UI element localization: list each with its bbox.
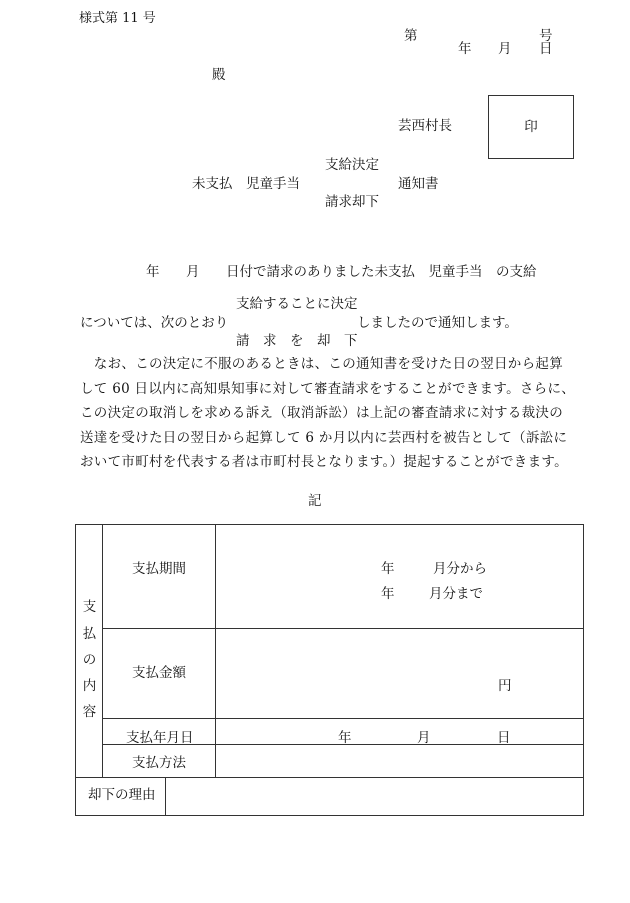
seal-box <box>488 95 574 159</box>
payment-date-month: 月 <box>417 730 431 746</box>
appeal-notice <box>80 352 576 475</box>
period-from-year: 年 <box>381 561 395 577</box>
payment-date-year: 年 <box>338 730 352 746</box>
payment-date-label: 支払年月日 <box>126 730 194 746</box>
intro-option-decision: 支給することに決定 <box>236 296 358 312</box>
date-year-label: 年 <box>458 41 472 57</box>
section-label-char: 払 <box>82 626 97 642</box>
issuer-name: 芸西村長 <box>398 118 452 134</box>
period-to-month: 月分まで <box>429 586 483 602</box>
ki-heading: 記 <box>308 493 322 509</box>
amount-unit: 円 <box>498 678 512 694</box>
payment-period-label: 支払期間 <box>132 561 186 577</box>
notice-line: この決定の取消しを求める訴え（取消訴訟）は上記の審査請求に対する裁決の <box>80 405 563 422</box>
period-from-month: 月分から <box>433 561 487 577</box>
seal-label: 印 <box>524 119 538 135</box>
title-option-rejection: 請求却下 <box>325 194 379 210</box>
table-divider <box>102 525 103 777</box>
notice-line: 送達を受けた日の翌日から起算して 6 か月以内に芸西村を被告として（訴訟に <box>80 429 568 446</box>
notice-line: なお、この決定に不服のあるときは、この通知書を受けた日の翌日から起算 <box>80 356 563 372</box>
document-number-suffix: 号 <box>539 28 553 44</box>
period-to-year: 年 <box>381 586 395 602</box>
rejection-reason-label: 却下の理由 <box>88 787 156 803</box>
table-divider <box>165 777 166 816</box>
intro-option-rejection: 請 求 を 却 下 <box>236 333 358 349</box>
payment-date-day: 日 <box>497 730 511 746</box>
form-number: 様式第 11 号 <box>79 11 156 26</box>
title-suffix: 通知書 <box>398 176 439 192</box>
document-number-prefix: 第 <box>404 28 418 44</box>
table-divider <box>102 718 584 719</box>
table-divider <box>76 777 584 778</box>
table-divider <box>215 525 216 777</box>
section-label-char: の <box>82 652 97 668</box>
intro-text: 日付で請求のありました未支払 児童手当 の支給 <box>226 264 537 280</box>
notice-line: して 60 日以内に高知県知事に対して審査請求をすることができます。さらに、 <box>80 380 576 397</box>
title-prefix: 未支払 児童手当 <box>192 176 300 192</box>
addressee-honorific: 殿 <box>212 67 226 83</box>
date-day-label: 日 <box>539 41 553 57</box>
intro-month-label: 月 <box>186 264 200 280</box>
section-label-char: 容 <box>82 704 97 720</box>
table-divider <box>102 628 584 629</box>
payment-amount-label: 支払金額 <box>132 665 186 681</box>
intro-year-label: 年 <box>146 264 160 280</box>
payment-details-table <box>75 524 584 816</box>
intro-lead: については、次のとおり <box>80 315 229 331</box>
notice-line: おいて市町村を代表する者は市町村長となります。）提起することができます。 <box>80 454 568 471</box>
intro-tail: しましたので通知します。 <box>357 315 518 331</box>
date-month-label: 月 <box>498 41 512 57</box>
section-label-char: 内 <box>82 678 97 694</box>
title-option-decision: 支給決定 <box>325 157 379 173</box>
payment-method-label: 支払方法 <box>132 755 186 771</box>
section-label-char: 支 <box>82 599 97 615</box>
